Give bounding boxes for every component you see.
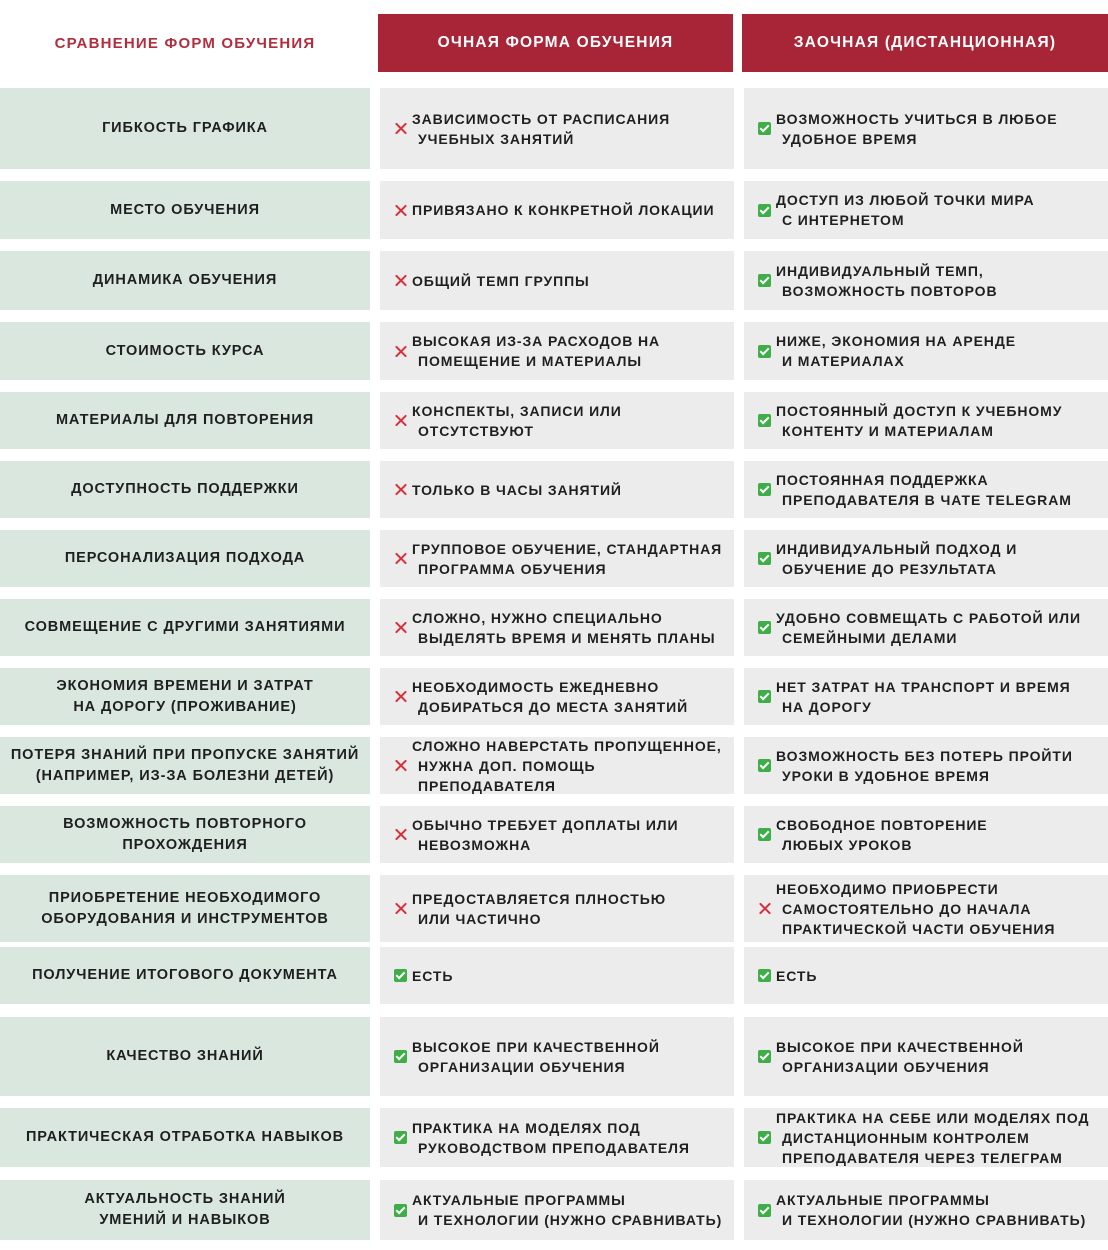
- row-label: [0, 737, 370, 794]
- cross-icon: [394, 759, 407, 772]
- check-icon: [758, 345, 771, 358]
- cell-text-line: ИЛИ ЧАСТИЧНО: [418, 910, 542, 927]
- cell-text-line: НА ДОРОГУ: [782, 698, 872, 715]
- row-label: [0, 530, 370, 587]
- check-icon: [758, 414, 771, 427]
- column-header-distance: ЗАОЧНАЯ (ДИСТАНЦИОННАЯ): [742, 14, 1108, 72]
- cell-text-line: ВЫСОКАЯ ИЗ-ЗА РАСХОДОВ НА: [412, 333, 661, 349]
- table-row: [0, 947, 1108, 1004]
- cell-text-line: ОРГАНИЗАЦИИ ОБУЧЕНИЯ: [782, 1058, 990, 1075]
- cross-icon: [394, 828, 407, 841]
- distance-cell: [744, 737, 1108, 794]
- row-label-line: ДИНАМИКА ОБУЧЕНИЯ: [92, 272, 278, 288]
- distance-cell: [744, 461, 1108, 518]
- table-row: [0, 737, 1108, 794]
- check-icon: [394, 969, 407, 982]
- row-label-line: ВОЗМОЖНОСТЬ ПОВТОРНОГО: [63, 815, 307, 832]
- cell-text-line: ЛЮБЫХ УРОКОВ: [782, 836, 913, 853]
- table-row: [0, 1180, 1108, 1240]
- table-row: [0, 88, 1108, 169]
- cell-text-line: ОТСУТСТВУЮТ: [418, 422, 534, 439]
- check-icon: [758, 204, 771, 217]
- check-icon: [758, 1050, 771, 1063]
- table-row: [0, 875, 1108, 942]
- row-label: [0, 461, 370, 518]
- fulltime-cell: [380, 806, 734, 863]
- cell-text-line: ПРАКТИЧЕСКОЙ ЧАСТИ ОБУЧЕНИЯ: [782, 920, 1056, 937]
- cross-icon: [394, 552, 407, 565]
- fulltime-cell: [380, 392, 734, 449]
- row-label: [0, 88, 370, 169]
- cell-text-line: НЕОБХОДИМО ПРИОБРЕСТИ: [776, 880, 999, 897]
- row-label: [0, 392, 370, 449]
- row-label-line: ПОЛУЧЕНИЕ ИТОГОВОГО ДОКУМЕНТА: [32, 967, 338, 983]
- cell-text-line: ВЫСОКОЕ ПРИ КАЧЕСТВЕННОЙ: [776, 1038, 1024, 1055]
- cell-text-line: ДИСТАНЦИОННЫМ КОНТРОЛЕМ: [782, 1129, 1030, 1146]
- distance-cell: [744, 668, 1108, 725]
- row-label-line: ПРАКТИЧЕСКАЯ ОТРАБОТКА НАВЫКОВ: [25, 1129, 344, 1145]
- row-label-line: (НАПРИМЕР, ИЗ-ЗА БОЛЕЗНИ ДЕТЕЙ): [35, 767, 335, 784]
- check-icon: [394, 1050, 407, 1063]
- cell-text-line: ГРУППОВОЕ ОБУЧЕНИЕ, СТАНДАРТНАЯ: [412, 540, 723, 557]
- row-label-line: ПОТЕРЯ ЗНАНИЙ ПРИ ПРОПУСКЕ ЗАНЯТИЙ: [10, 746, 360, 763]
- table-row: [0, 322, 1108, 380]
- cross-icon: [394, 345, 407, 358]
- row-label: [0, 599, 370, 656]
- distance-cell: [744, 392, 1108, 449]
- cell-text-line: ПРЕПОДАВАТЕЛЯ В ЧАТЕ TELEGRAM: [782, 491, 1072, 508]
- check-icon: [758, 122, 771, 135]
- cell-text-line: И ТЕХНОЛОГИИ (НУЖНО СРАВНИВАТЬ): [418, 1212, 723, 1228]
- fulltime-cell: [380, 599, 734, 656]
- cell-text-line: УДОБНОЕ ВРЕМЯ: [782, 130, 918, 147]
- row-label: [0, 181, 370, 239]
- cell-text-line: УРОКИ В УДОБНОЕ ВРЕМЯ: [782, 767, 990, 784]
- distance-cell: [744, 1017, 1108, 1096]
- fulltime-cell: [380, 875, 734, 942]
- table-row: [0, 181, 1108, 239]
- check-icon: [758, 828, 771, 841]
- check-icon: [758, 483, 771, 496]
- cell-text-line: АКТУАЛЬНЫЕ ПРОГРАММЫ: [412, 1192, 626, 1208]
- cell-text-line: ТОЛЬКО В ЧАСЫ ЗАНЯТИЙ: [412, 481, 622, 498]
- distance-cell: [744, 599, 1108, 656]
- cell-text-line: СЛОЖНО, НУЖНО СПЕЦИАЛЬНО: [412, 609, 663, 626]
- cell-text-line: НЕТ ЗАТРАТ НА ТРАНСПОРТ И ВРЕМЯ: [776, 678, 1071, 695]
- row-label-line: ГИБКОСТЬ ГРАФИКА: [102, 120, 268, 136]
- cell-text-line: ДОСТУП ИЗ ЛЮБОЙ ТОЧКИ МИРА: [776, 192, 1035, 208]
- cell-text-line: ИНДИВИДУАЛЬНЫЙ ТЕМП,: [776, 262, 984, 279]
- cell-text-line: КОНСПЕКТЫ, ЗАПИСИ ИЛИ: [412, 402, 622, 419]
- row-label-line: НА ДОРОГУ (ПРОЖИВАНИЕ): [73, 698, 297, 715]
- cross-icon: [394, 414, 407, 427]
- cell-text-line: ПРЕПОДАВАТЕЛЯ ЧЕРЕЗ ТЕЛЕГРАМ: [782, 1149, 1063, 1166]
- row-label: [0, 668, 370, 725]
- cell-text-line: ВОЗМОЖНОСТЬ ПОВТОРОВ: [782, 282, 998, 299]
- cell-text-line: НЕОБХОДИМОСТЬ ЕЖЕДНЕВНО: [412, 678, 660, 695]
- cell-text-line: ПОСТОЯННАЯ ПОДДЕРЖКА: [776, 471, 989, 488]
- fulltime-cell: [380, 322, 734, 380]
- table-row: [0, 1108, 1108, 1167]
- check-icon: [758, 274, 771, 287]
- cell-text-line: НЕВОЗМОЖНА: [418, 836, 532, 853]
- table-row: [0, 251, 1108, 310]
- row-label-line: ДОСТУПНОСТЬ ПОДДЕРЖКИ: [71, 481, 299, 497]
- cell-text-line: ПОСТОЯННЫЙ ДОСТУП К УЧЕБНОМУ: [776, 402, 1063, 419]
- row-label-line: ЭКОНОМИЯ ВРЕМЕНИ И ЗАТРАТ: [56, 677, 314, 694]
- cell-text-line: ПРИВЯЗАНО К КОНКРЕТНОЙ ЛОКАЦИИ: [412, 202, 715, 218]
- cross-icon: [394, 483, 407, 496]
- check-icon: [394, 1204, 407, 1217]
- cell-text-line: СВОБОДНОЕ ПОВТОРЕНИЕ: [776, 816, 988, 833]
- check-icon: [758, 690, 771, 703]
- row-label-line: СТОИМОСТЬ КУРСА: [105, 342, 265, 359]
- cell-text-line: РУКОВОДСТВОМ ПРЕПОДАВАТЕЛЯ: [418, 1139, 690, 1156]
- check-icon: [758, 759, 771, 772]
- distance-cell: [744, 322, 1108, 380]
- cell-text-line: АКТУАЛЬНЫЕ ПРОГРАММЫ: [776, 1192, 990, 1208]
- cross-icon: [394, 902, 407, 915]
- cell-text-line: САМОСТОЯТЕЛЬНО ДО НАЧАЛА: [782, 900, 1032, 917]
- row-label: [0, 875, 370, 942]
- cell-text-line: КОНТЕНТУ И МАТЕРИАЛАМ: [782, 422, 994, 439]
- distance-cell: [744, 947, 1108, 1004]
- table-row: [0, 806, 1108, 863]
- fulltime-cell: [380, 1180, 734, 1240]
- row-label-line: ОБОРУДОВАНИЯ И ИНСТРУМЕНТОВ: [41, 910, 329, 927]
- cross-icon: [758, 902, 771, 915]
- cross-icon: [394, 204, 407, 217]
- cell-text-line: СЕМЕЙНЫМИ ДЕЛАМИ: [782, 629, 958, 646]
- cell-text-line: ИНДИВИДУАЛЬНЫЙ ПОДХОД И: [776, 540, 1018, 557]
- fulltime-cell: [380, 461, 734, 518]
- distance-cell: [744, 1180, 1108, 1240]
- distance-cell: [744, 88, 1108, 169]
- check-icon: [394, 1131, 407, 1144]
- cell-text-line: СЛОЖНО НАВЕРСТАТЬ ПРОПУЩЕННОЕ,: [412, 737, 722, 754]
- cell-text-line: ПРАКТИКА НА СЕБЕ ИЛИ МОДЕЛЯХ ПОД: [776, 1109, 1090, 1126]
- row-label-line: ПРИОБРЕТЕНИЕ НЕОБХОДИМОГО: [48, 889, 322, 906]
- row-label: [0, 1180, 370, 1240]
- row-label: [0, 947, 370, 1004]
- distance-cell: [744, 530, 1108, 587]
- table-row: [0, 668, 1108, 725]
- row-label: [0, 1108, 370, 1167]
- cross-icon: [394, 122, 407, 135]
- fulltime-cell: [380, 530, 734, 587]
- cell-text-line: ВОЗМОЖНОСТЬ УЧИТЬСЯ В ЛЮБОЕ: [776, 110, 1058, 127]
- fulltime-cell: [380, 1017, 734, 1096]
- cell-text-line: И ТЕХНОЛОГИИ (НУЖНО СРАВНИВАТЬ): [782, 1212, 1087, 1228]
- cell-text-line: ОБЩИЙ ТЕМП ГРУППЫ: [412, 272, 590, 289]
- fulltime-cell: [380, 251, 734, 310]
- row-label: [0, 322, 370, 380]
- cell-text-line: И МАТЕРИАЛАХ: [782, 353, 905, 369]
- cell-text-line: ПРАКТИКА НА МОДЕЛЯХ ПОД: [412, 1119, 641, 1136]
- distance-cell: [744, 251, 1108, 310]
- check-icon: [758, 621, 771, 634]
- row-label-line: МЕСТО ОБУЧЕНИЯ: [110, 201, 260, 218]
- table-row: [0, 599, 1108, 656]
- row-label-line: ПРОХОЖДЕНИЯ: [122, 836, 248, 853]
- table-row: [0, 461, 1108, 518]
- row-label-line: КАЧЕСТВО ЗНАНИЙ: [106, 1048, 264, 1064]
- table-row: [0, 392, 1108, 449]
- cell-text-line: ОРГАНИЗАЦИИ ОБУЧЕНИЯ: [418, 1058, 626, 1075]
- cell-text-line: ПРЕДОСТАВЛЯЕТСЯ ПЛНОСТЬЮ: [412, 890, 667, 907]
- cell-text-line: ПРОГРАММА ОБУЧЕНИЯ: [418, 560, 607, 577]
- cell-text-line: УЧЕБНЫХ ЗАНЯТИЙ: [418, 130, 575, 147]
- table-row: [0, 530, 1108, 587]
- distance-cell: [744, 806, 1108, 863]
- fulltime-cell: [380, 1108, 734, 1167]
- check-icon: [758, 1204, 771, 1217]
- cross-icon: [394, 690, 407, 703]
- distance-cell: [744, 181, 1108, 239]
- check-icon: [758, 552, 771, 565]
- row-label-line: СОВМЕЩЕНИЕ С ДРУГИМИ ЗАНЯТИЯМИ: [24, 619, 346, 635]
- row-label-line: АКТУАЛЬНОСТЬ ЗНАНИЙ: [84, 1191, 286, 1207]
- cell-text-line: ОБУЧЕНИЕ ДО РЕЗУЛЬТАТА: [782, 560, 997, 577]
- row-label: [0, 251, 370, 310]
- cross-icon: [394, 274, 407, 287]
- distance-cell: [744, 875, 1108, 942]
- table-row: [0, 1017, 1108, 1096]
- cell-text-line: ВОЗМОЖНОСТЬ БЕЗ ПОТЕРЬ ПРОЙТИ: [776, 747, 1073, 764]
- fulltime-cell: [380, 737, 734, 794]
- cell-text-line: ОБЫЧНО ТРЕБУЕТ ДОПЛАТЫ ИЛИ: [412, 816, 679, 833]
- row-label-line: ПЕРСОНАЛИЗАЦИЯ ПОДХОДА: [64, 550, 306, 566]
- fulltime-cell: [380, 181, 734, 239]
- table-title: СРАВНЕНИЕ ФОРМ ОБУЧЕНИЯ: [54, 34, 316, 52]
- check-icon: [758, 1131, 771, 1144]
- row-label: [0, 1017, 370, 1096]
- check-icon: [758, 969, 771, 982]
- cell-text-line: ДОБИРАТЬСЯ ДО МЕСТА ЗАНЯТИЙ: [418, 698, 689, 715]
- column-header-fulltime: ОЧНАЯ ФОРМА ОБУЧЕНИЯ: [378, 14, 733, 72]
- cell-text-line: ПОМЕЩЕНИЕ И МАТЕРИАЛЫ: [418, 353, 642, 369]
- cell-text-line: ЗАВИСИМОСТЬ ОТ РАСПИСАНИЯ: [412, 110, 671, 127]
- fulltime-cell: [380, 88, 734, 169]
- cross-icon: [394, 621, 407, 634]
- row-label: [0, 806, 370, 863]
- cell-text-line: ЕСТЬ: [412, 967, 454, 984]
- cell-text-line: НИЖЕ, ЭКОНОМИЯ НА АРЕНДЕ: [776, 333, 1016, 349]
- cell-text-line: УДОБНО СОВМЕЩАТЬ С РАБОТОЙ ИЛИ: [776, 609, 1081, 626]
- row-label-line: УМЕНИЙ И НАВЫКОВ: [99, 1212, 271, 1228]
- cell-text-line: НУЖНА ДОП. ПОМОЩЬ ПРЕПОДАВАТЕЛЯ: [418, 757, 596, 794]
- cell-text-line: ЕСТЬ: [776, 967, 818, 984]
- fulltime-cell: [380, 947, 734, 1004]
- cell-text-line: ВЫСОКОЕ ПРИ КАЧЕСТВЕННОЙ: [412, 1038, 660, 1055]
- cell-text-line: С ИНТЕРНЕТОМ: [782, 212, 905, 228]
- cell-text-line: ВЫДЕЛЯТЬ ВРЕМЯ И МЕНЯТЬ ПЛАНЫ: [418, 629, 716, 646]
- row-label-line: МАТЕРИАЛЫ ДЛЯ ПОВТОРЕНИЯ: [55, 412, 315, 428]
- distance-cell: [744, 1108, 1108, 1167]
- fulltime-cell: [380, 668, 734, 725]
